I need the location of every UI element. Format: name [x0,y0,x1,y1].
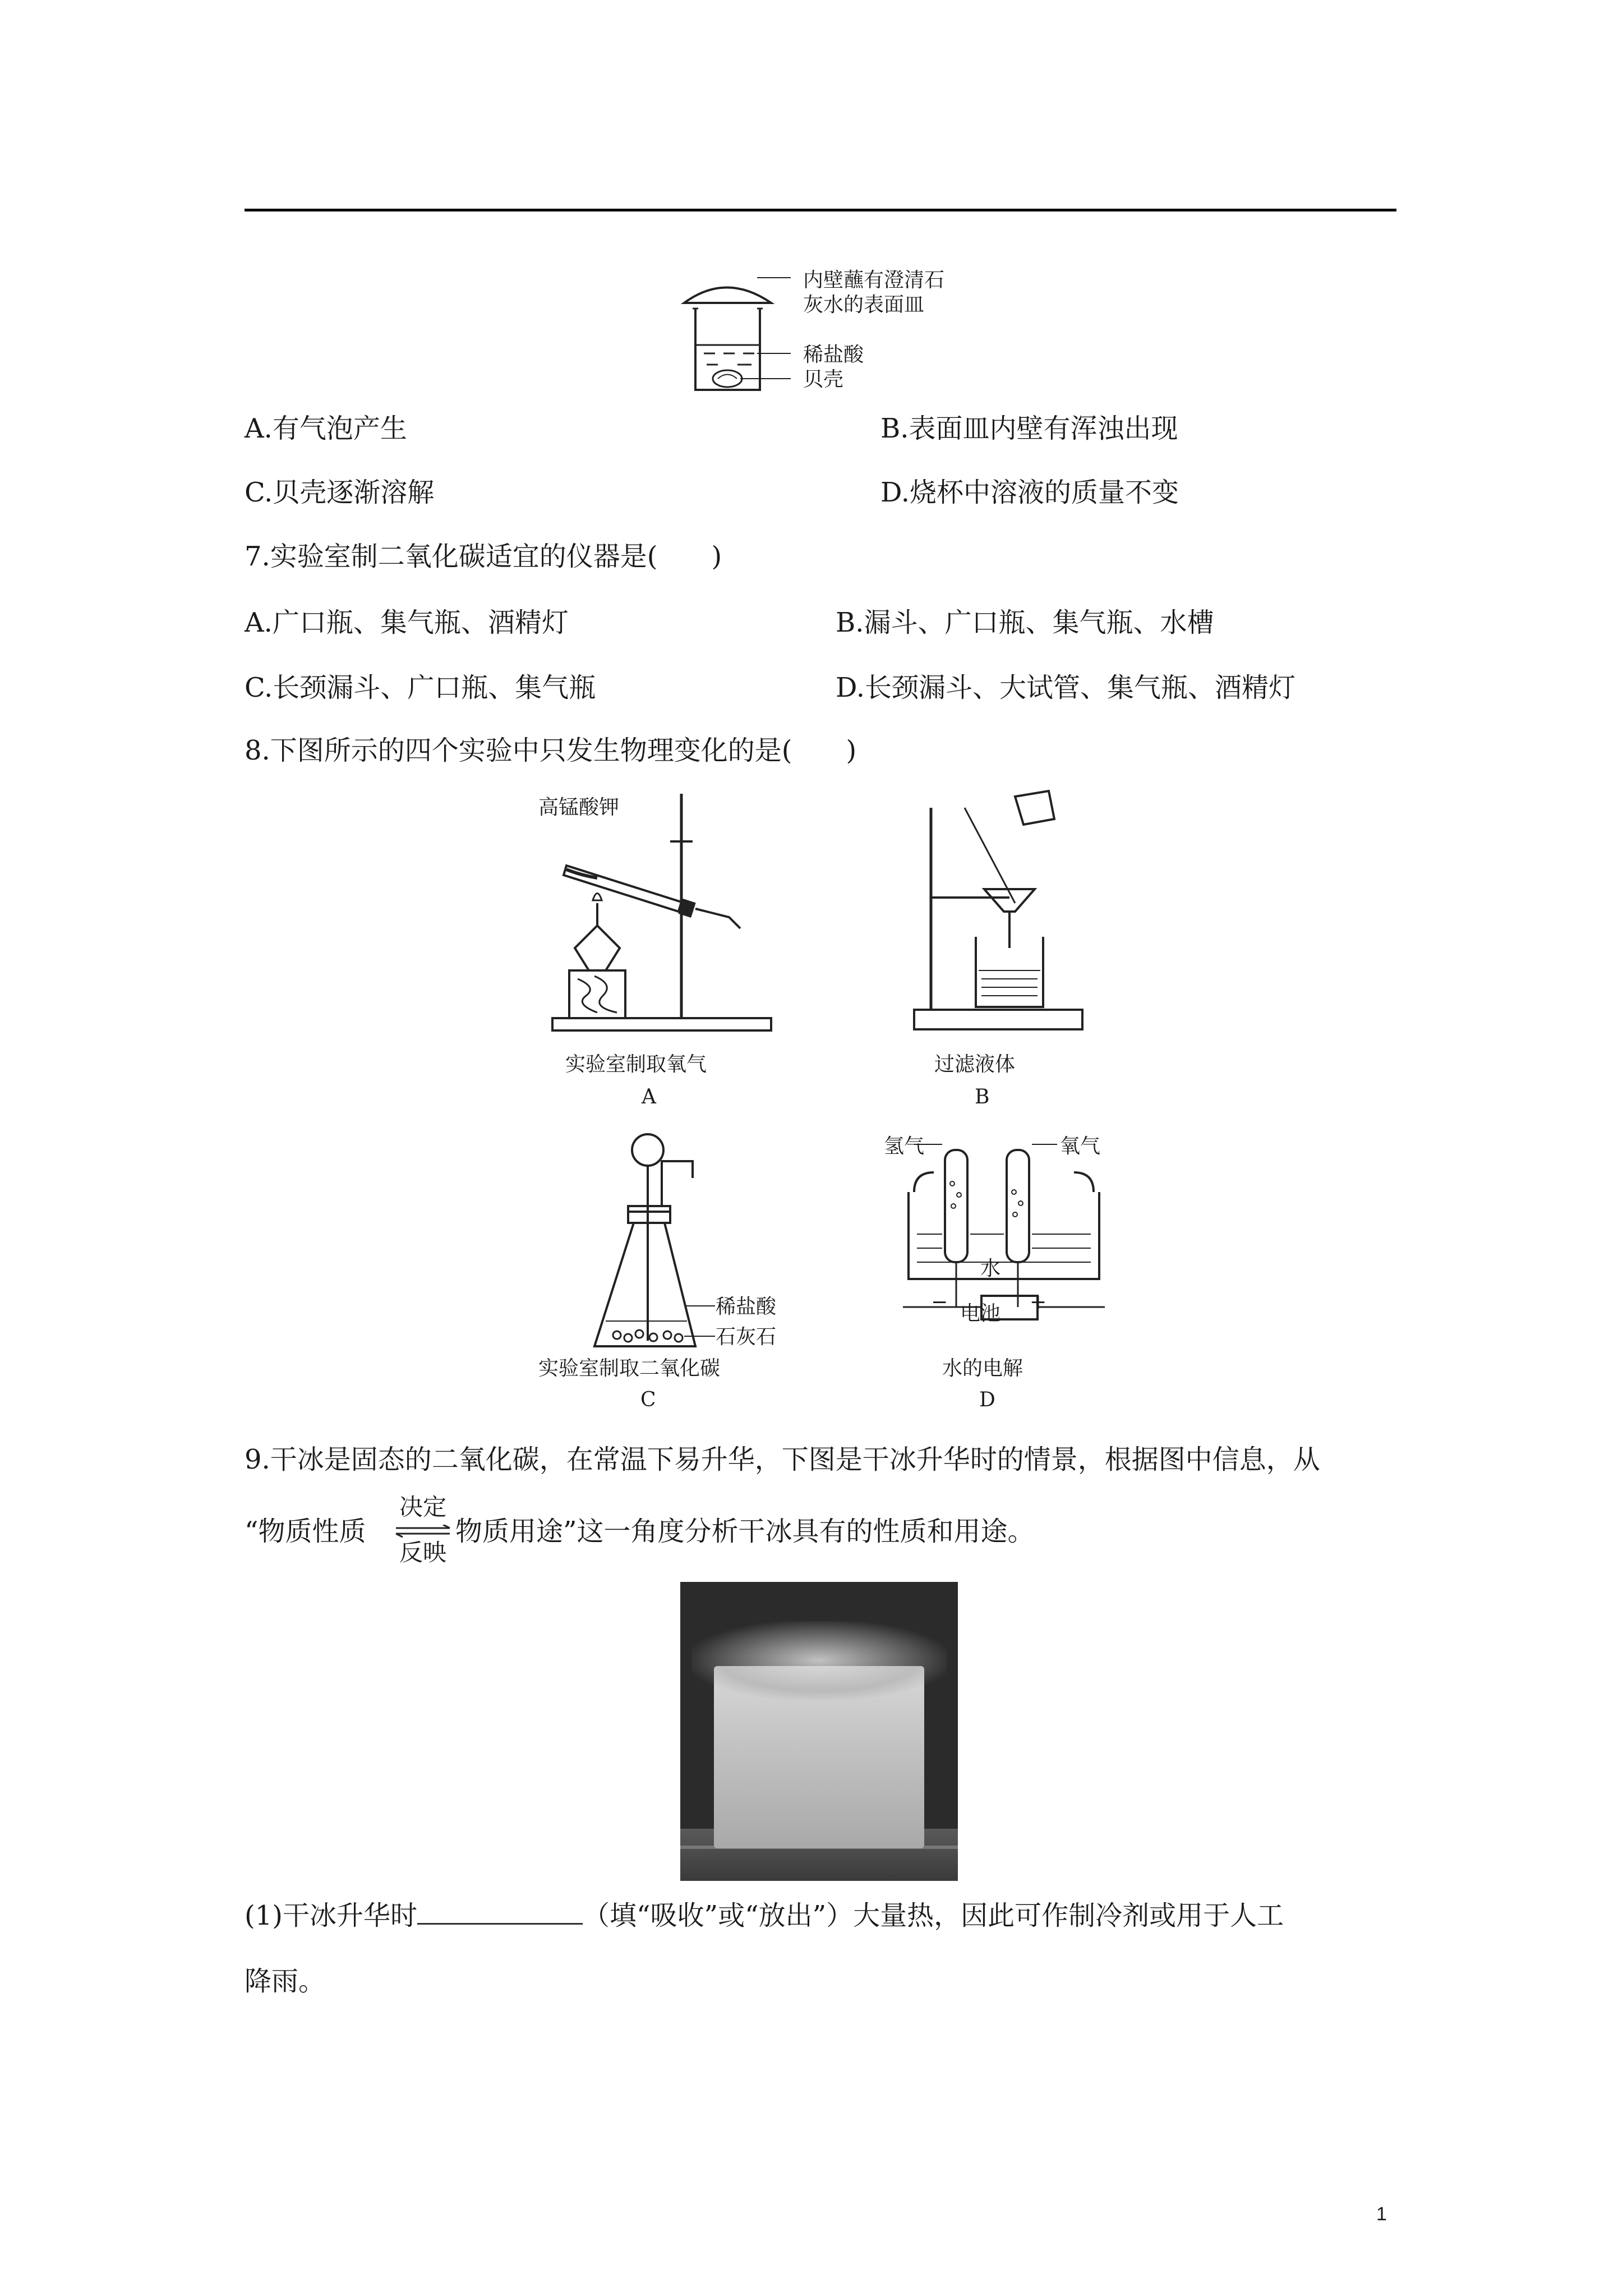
figure-d-letter: D [979,1388,995,1411]
q8-stem: 8.下图所示的四个实验中只发生物理变化的是( ) [245,735,857,766]
sublimation-fog [691,1621,947,1700]
q6-option-b: B.表面皿内壁有浑浊出现 [880,413,1178,444]
q6-option-a: A.有气泡产生 [245,413,407,444]
label-watch-glass-1: 内壁蘸有澄清石 [803,269,945,292]
dry-ice-photo [680,1582,958,1881]
figure-c-letter: C [640,1388,656,1411]
q9-sub1-prefix: (1)干冰升华时 [245,1900,417,1931]
watch-glass-icon [684,288,771,303]
q9-sub1-line1 [245,1898,1284,1932]
figure-d-water-label: 水 [980,1257,1001,1280]
q9-stem-line1: 9.干冰是固态的二氧化碳，在常温下易升华，下图是干冰升华时的情景，根据图中信息，从 [245,1444,1320,1475]
q7-stem: 7.实验室制二氧化碳适宜的仪器是( ) [245,541,722,572]
figure-d-battery-label: 电池 [960,1302,1001,1325]
arrow-label-top: 决定 [399,1493,447,1521]
q7-option-d: D.长颈漏斗、大试管、集气瓶、酒精灯 [836,672,1296,703]
figure-a-caption: 实验室制取氧气 [565,1053,707,1076]
q7-option-a: A.广口瓶、集气瓶、酒精灯 [245,607,569,638]
figure-d-minus-label: − [931,1291,948,1314]
label-acid: 稀盐酸 [803,343,864,366]
shell-icon [713,370,742,387]
q6-option-c: C.贝壳逐渐溶解 [245,477,435,508]
figure-d-caption: 水的电解 [942,1357,1023,1380]
answer-blank[interactable] [417,1898,583,1925]
figure-d-plus-label: + [1030,1291,1047,1314]
figure-b-caption: 过滤液体 [934,1053,1016,1076]
figure-c-caption: 实验室制取二氧化碳 [538,1357,721,1380]
header-rule [245,209,1396,211]
q9-sub1-line2: 降雨。 [245,1966,326,1997]
figure-a-oxygen-apparatus [547,785,782,1038]
arrow-label-bottom: 反映 [399,1539,447,1566]
figure-a-letter: A [642,1085,656,1108]
figure-b-letter: B [975,1085,990,1108]
figure-c-acid-label: 稀盐酸 [716,1295,777,1318]
q9-stem-line2-pre: “物质性质 [245,1516,366,1547]
q6-option-d: D.烧杯中溶液的质量不变 [880,477,1179,508]
double-arrow-icon [394,1525,453,1538]
label-shell: 贝壳 [803,368,844,391]
figure-c-stone-label: 石灰石 [716,1326,777,1349]
beaker-icon [695,309,760,390]
q7-option-b: B.漏斗、广口瓶、集气瓶、水槽 [836,607,1214,638]
figure-b-filtration-apparatus [897,785,1099,1038]
label-watch-glass-2: 灰水的表面皿 [803,293,925,316]
q7-option-c: C.长颈漏斗、广口瓶、集气瓶 [245,672,596,703]
figure-d-oxygen-label: 氧气 [1060,1135,1101,1158]
q9-sub1-suffix: （填“吸收”或“放出”）大量热，因此可作制冷剂或用于人工 [583,1900,1284,1931]
figure-d-hydrogen-label: 氢气 [884,1135,925,1158]
page-number: 1 [1376,2203,1387,2225]
q9-stem-line2-post: 物质用途”这一角度分析干冰具有的性质和用途。 [455,1516,1035,1547]
figure-a-label: 高锰酸钾 [538,796,620,819]
figure-d-electrolysis-apparatus [892,1128,1116,1352]
